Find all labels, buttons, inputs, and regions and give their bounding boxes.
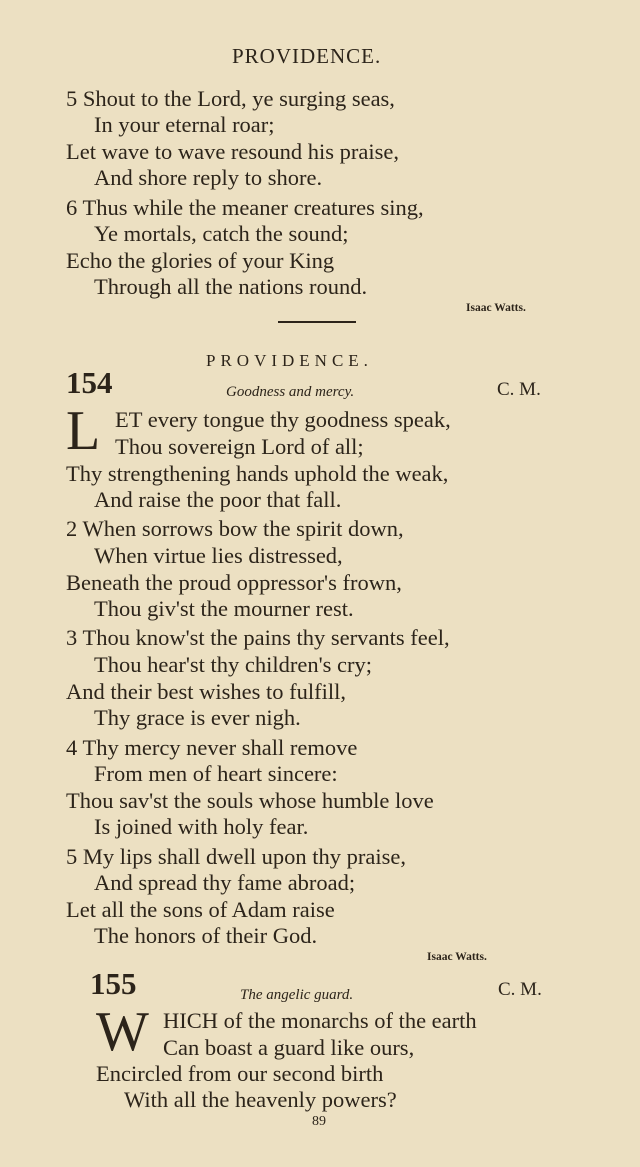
verse-line: Can boast a guard like ours, (163, 1035, 415, 1060)
hymn-meter: C. M. (497, 379, 541, 400)
verse-line: And raise the poor that fall. (94, 487, 342, 512)
verse-line: Thou sovereign Lord of all; (115, 434, 364, 459)
section-heading: PROVIDENCE. (206, 351, 373, 370)
verse-line: Through all the nations round. (94, 274, 368, 299)
verse-line: Echo the glories of your King (66, 248, 335, 273)
hymn-meter: C. M. (498, 979, 542, 1000)
verse-line: The honors of their God. (94, 923, 318, 948)
section-divider (278, 321, 356, 323)
verse-line: With all the heavenly powers? (124, 1087, 397, 1112)
verse-line: 6 Thus while the meaner creatures sing, (66, 195, 424, 220)
verse-line: In your eternal roar; (94, 112, 275, 137)
verse-line: 4 Thy mercy never shall remove (66, 735, 358, 760)
hymn-subtitle: The angelic guard. (240, 987, 354, 1003)
verse-line: HICH of the monarchs of the earth (163, 1008, 477, 1033)
verse-line: ET every tongue thy goodness speak, (115, 407, 451, 432)
verse-line: 2 When sorrows bow the spirit down, (66, 516, 404, 541)
verse-line: 5 My lips shall dwell upon thy praise, (66, 844, 406, 869)
verse-line: Ye mortals, catch the sound; (94, 221, 349, 246)
verse-line: Let wave to wave resound his praise, (66, 139, 400, 164)
verse-line: When virtue lies distressed, (94, 543, 343, 568)
drop-cap: L (66, 400, 101, 462)
author-attribution: Isaac Watts. (427, 951, 487, 963)
page-header: PROVIDENCE. (232, 44, 382, 68)
verse-line: And their best wishes to fulfill, (66, 679, 346, 704)
verse-line: Is joined with holy fear. (94, 814, 309, 839)
verse-line: Thou hear'st thy children's cry; (94, 652, 373, 677)
verse-line: And shore reply to shore. (94, 165, 323, 190)
hymn-number: 155 (90, 966, 137, 1001)
verse-line: From men of heart sincere: (94, 761, 338, 786)
hymn-number: 154 (66, 365, 113, 400)
verse-line: Encircled from our second birth (96, 1061, 384, 1086)
verse-line: Thy strengthening hands uphold the weak, (66, 461, 449, 486)
hymn-subtitle: Goodness and mercy. (226, 384, 355, 400)
verse-line: Beneath the proud oppressor's frown, (66, 570, 402, 595)
page-number: 89 (312, 1114, 326, 1129)
drop-cap: W (96, 1001, 149, 1063)
author-attribution: Isaac Watts. (466, 302, 526, 314)
verse-line: And spread thy fame abroad; (94, 870, 356, 895)
verse-line: Thou giv'st the mourner rest. (94, 596, 354, 621)
verse-line: 5 Shout to the Lord, ye surging seas, (66, 86, 395, 111)
verse-line: Thy grace is ever nigh. (94, 705, 301, 730)
verse-line: Thou sav'st the souls whose humble love (66, 788, 434, 813)
verse-line: Let all the sons of Adam raise (66, 897, 335, 922)
verse-line: 3 Thou know'st the pains thy servants feel, (66, 625, 450, 650)
